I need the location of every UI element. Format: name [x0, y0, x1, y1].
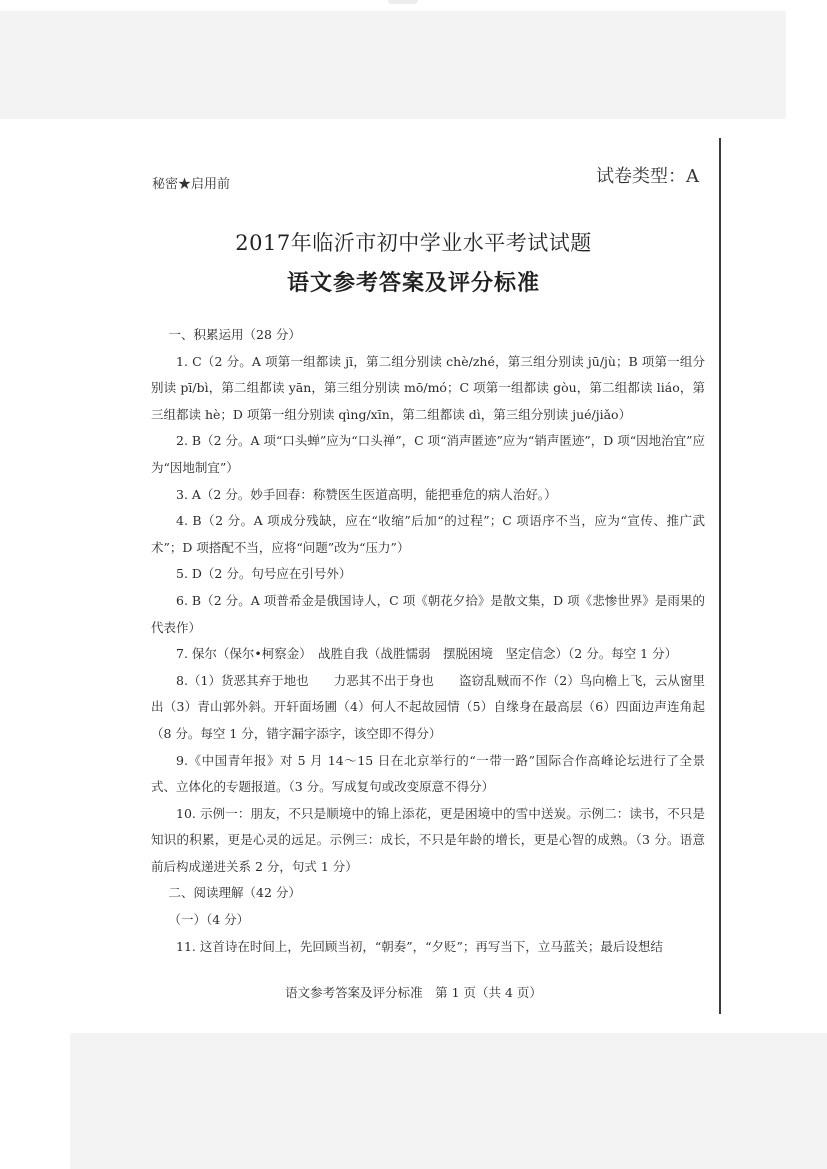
- answer-item: 6. B（2 分。A 项普希金是俄国诗人，C 项《朝花夕拾》是散文集，D 项《悲惨世界》是雨果的代表作）: [151, 592, 705, 635]
- section-heading: 二、阅读理解（42 分）: [168, 885, 301, 901]
- answer-item: 5. D（2 分。句号应在引号外）: [176, 566, 352, 582]
- paper-type-label: 试卷类型：A: [596, 166, 699, 187]
- answer-item: 3. A（2 分。妙手回春：称赞医生医道高明，能把垂危的病人治好。）: [176, 486, 557, 502]
- answer-item: 1. C（2 分。A 项第一组都读 jī，第二组分别读 chè/zhé，第三组分别读 jū/jù；B 项第一组分别读 pī/bì，第二组都读 yān，第三组分别读 mō/mó；C 项第一组都读 gòu，第二组都读 liáo，第三组都读 hè；D 项第一组分别读 qìng/xīn，第二组都读 dì，第三组分别读 jué/jiǎo）: [151, 353, 705, 422]
- answer-key-title: 语文参考答案及评分标准: [286, 270, 540, 296]
- answer-item: 4. B（2 分。A 项成分残缺，应在“收缩”后加“的过程”；C 项语序不当，应为“宣传、推广武术”；D 项搭配不当，应将“问题”改为“压力”）: [151, 513, 705, 555]
- answer-item: 7. 保尔（保尔•柯察金） 战胜自我（战胜懦弱 摆脱困境 坚定信念）（2 分。每空 1 分）: [176, 646, 678, 662]
- top-gray-band: [0, 11, 786, 119]
- secret-mark: 秘密★启用前: [152, 177, 231, 192]
- answer-item: 9.《中国青年报》对 5 月 14～15 日在北京举行的“一带一路”国际合作高峰论坛进行了全景式、立体化的专题报道。（3 分。写成复句或改变原意不得分）: [151, 752, 705, 795]
- top-edge-decoration: [388, 0, 418, 4]
- subsection-heading: （一）（4 分）: [168, 912, 250, 928]
- answer-item: 8.（1）货恶其弃于地也 力恶其不出于身也 盗窃乱贼而不作（2）鸟向檐上飞，云从窗里出（3）青山郭外斜。开轩面场圃（4）何人不起故园情（5）自缘身在最高层（6）四面边声连角起（8 分。每空 1 分，错字漏字添字，该空即不得分）: [151, 672, 705, 741]
- answer-item: 2. B（2 分。A 项“口头蝉”应为“口头禅”，C 项“消声匿迹”应为“销声匿迹”，D 项“因地治宜”应为“因地制宜”）: [151, 433, 705, 475]
- bottom-gray-band: [70, 1033, 827, 1169]
- answer-item: 10. 示例一：朋友，不只是顺境中的锦上添花，更是困境中的雪中送炭。示例二：读书，不只是知识的积累，更是心灵的远足。示例三：成长，不只是年龄的增长，更是心智的成熟。（3 分。语意前后构成递进关系 2 分，句式 1 分）: [151, 805, 705, 874]
- answer-content: [151, 322, 705, 960]
- section-heading: 一、积累运用（28 分）: [168, 327, 301, 342]
- exam-title: 2017年临沂市初中学业水平考试试题: [235, 231, 592, 255]
- answer-item: 11. 这首诗在时间上，先回顾当初，“朝奏”，“夕贬”；再写当下，立马蓝关；最后设想结: [176, 938, 663, 954]
- page-footer: 语文参考答案及评分标准 第 1 页（共 4 页）: [285, 985, 542, 1000]
